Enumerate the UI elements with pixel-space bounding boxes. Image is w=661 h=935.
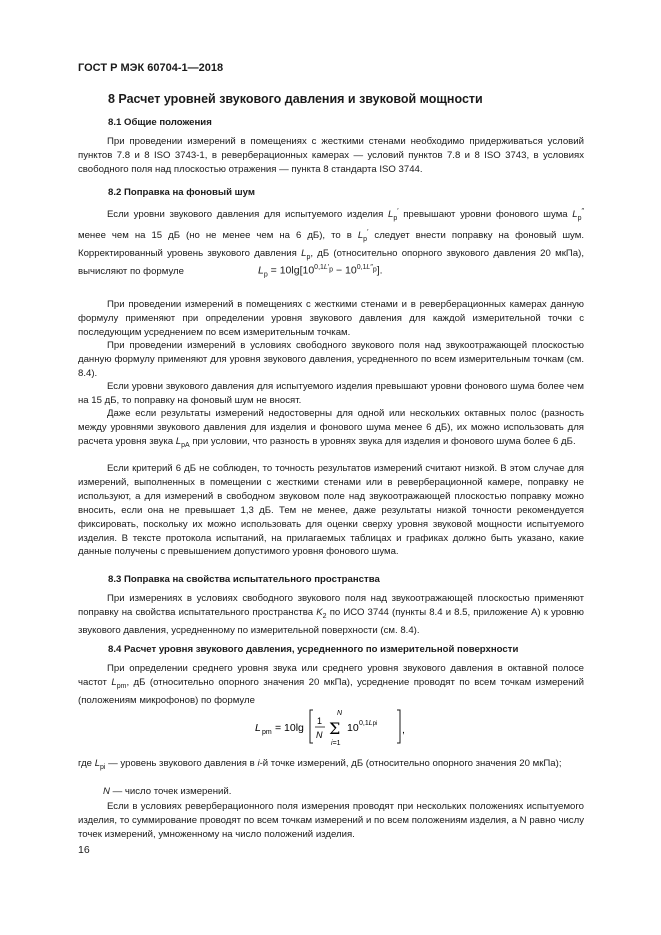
paragraph-8-4-1: При определении среднего уровня звука или среднего уровня звукового давления в октавной полосе частот $L_{pm}$, дБ (относительно опорного значения 20 мкПа), усреднение проводят по всем точкам измерений (положениям микрофонов) по формуле (78, 663, 584, 706)
document-header: ГОСТ Р МЭК 60704-1—2018 (78, 62, 224, 74)
formula-surface-average-graphic (255, 705, 415, 749)
formula-surface-average (255, 705, 415, 752)
svg-text:N: N (337, 710, 343, 717)
svg-text:,: , (402, 724, 405, 736)
svg-text:N: N (316, 730, 323, 740)
paragraph-8-2-4: Если уровни звукового давления для испытуемого изделия превышают уровни фонового шума более чем на 15 дБ, то поправку на фоновый шум не вносят. (78, 381, 584, 406)
svg-text:0,1Lpi: 0,1Lpi (359, 720, 378, 727)
paragraph-8-1: При проведении измерений в помещениях с жесткими стенами необходимо придерживаться условий пунктов 7.8 и 8 ISO 3743-1, в реверберационных камерах — условий пунктов 7.8 и 8 ISO 3743, в условиях свободного поля над плоскостью отражения — пункта 8 стандарта ISO 3744. (78, 136, 584, 175)
subsection-8-4-title: 8.4 Расчет уровня звукового давления, усредненного по измерительной поверхности (108, 644, 519, 655)
paragraph-8-4-2: Если в условиях реверберационного поля измерения проводят при нескольких положениях испытуемого изделия, то суммирование проводят по всем точкам измерений и по всем положениям изделия, а N равно числу точек измерений, умноженному на число положений изделия. (78, 801, 584, 840)
svg-text:L: L (255, 722, 261, 734)
section-8-title: 8 Расчет уровней звукового давления и звуковой мощности (108, 92, 483, 106)
subsection-8-3-title: 8.3 Поправка на свойства испытательного пространства (108, 574, 380, 585)
svg-text:= 10lg: = 10lg (275, 722, 304, 734)
definition-lpi: где $L_{pi}$ — уровень звукового давления в i-й точке измерений, дБ (относительно опорного значения 20 мкПа); (78, 758, 562, 771)
paragraph-8-2-2: При проведении измерений в помещениях с жесткими стенами и в реверберационных камерах данную формулу применяют при определении уровня звукового давления для каждой измерительной точки с последующим усреднением по всем измерительным точкам. (78, 299, 584, 338)
svg-text:pm: pm (262, 729, 272, 736)
formula-background-correction: $L_p = 10\lg[10^{0,1L'_p} - 10^{0,1L''_p}]$. (258, 264, 383, 279)
svg-text:Σ: Σ (329, 719, 341, 738)
subsection-8-1-title: 8.1 Общие положения (108, 117, 212, 128)
svg-text:10: 10 (347, 722, 359, 734)
paragraph-8-3: При измерениях в условиях свободного звукового поля над звукоотражающей плоскостью применяют поправку на свойства испытательного пространства $K_2$ по ИСО 3744 (пункты 8.4 и 8.5, приложение А) к уровню звукового давления, усредненному по измерительной поверхности (см. 8.4). (78, 593, 584, 636)
page-number: 16 (78, 844, 90, 856)
svg-text:i=1: i=1 (331, 740, 341, 747)
definition-n: N — число точек измерений. (103, 786, 232, 797)
paragraph-8-2-1: Если уровни звукового давления для испытуемого изделия $L_p'$ превышают уровни фонового шума $L_p''$ менее чем на 15 дБ (но не менее чем на 6 дБ), то в $L_p'$ следует внести поправку на фоновый шум. Корректированный уровень звукового давления $L_p$, дБ (относительно опорного звукового давления 20 мкПа), вычисляют по формуле (78, 208, 585, 277)
paragraph-8-2-5: Даже если результаты измерений недостоверны для одной или нескольких октавных полос (разность между уровнями звукового давления для изделия и фонового шума менее 6 дБ), их можно использовать для расчета уровня звука $L_{pA}$ при условии, что разность в уровнях звука для изделия и фонового шума более 6 дБ. (78, 408, 584, 449)
paragraph-8-2-3: При проведении измерений в условиях свободного звукового поля над звукоотражающей плоскостью данную формулу применяют для уровня звукового давления, усредненного по всем измерительным точкам (см. 8.4). (78, 340, 584, 379)
subsection-8-2-title: 8.2 Поправка на фоновый шум (108, 187, 255, 198)
svg-text:1: 1 (317, 716, 323, 726)
paragraph-8-2-6: Если критерий 6 дБ не соблюден, то точность результатов измерений считают низкой. В этом случае для измерений, выполненных в помещении с жесткими стенами или в реверберационной камере, поправку не используют, а для измерений в свободном звуковом поле над звукоотражающей плоскостью поправку можно вносить, если она не превышает 1,3 дБ. Тем не менее, даже результаты низкой точности рекомендуется фиксировать, поскольку их можно использовать для оценки сверху уровня звуковой мощности испытуемого изделия. В тексте протокола испытаний, на прилагаемых таблицах и графиках должно быть указано, какие данные получены с превышением допустимого уровня фонового шума. (78, 463, 584, 558)
